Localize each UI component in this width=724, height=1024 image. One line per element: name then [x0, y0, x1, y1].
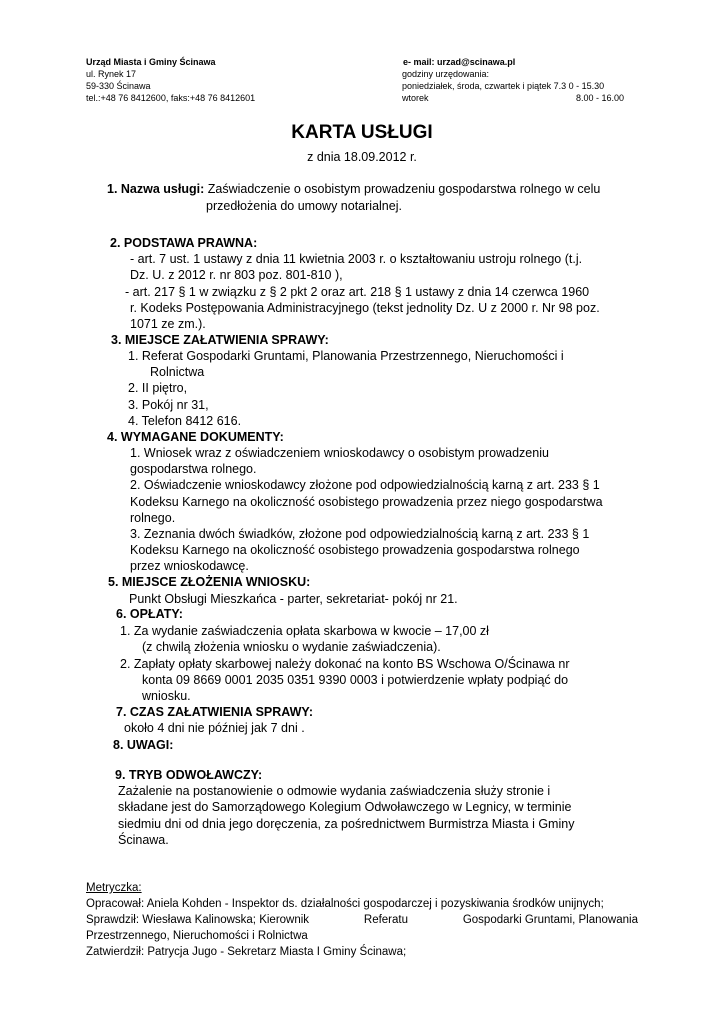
fees-item-2-line-1: 2. Zapłaty opłaty skarbowej należy dokonać na konto BS Wschowa O/Ścinawa nr [120, 657, 570, 671]
documents-item-1-line-2: gospodarstwa rolnego. [130, 462, 257, 476]
office-phone: tel.:+48 76 8412600, faks:+48 76 8412601 [86, 93, 256, 103]
service-name-text-2: przedłożenia do umowy notarialnej. [206, 199, 402, 213]
documents-item-3-line-3: przez wnioskodawcę. [130, 559, 249, 573]
legal-basis-line-4: r. Kodeks Postępowania Administracyjnego (tekst jednolity Dz. U z 2000 r. Nr 98 poz. [130, 301, 600, 315]
office-contact-block [402, 56, 624, 104]
legal-basis-line-3: - art. 217 § 1 w związku z § 2 pkt 2 oraz art. 218 § 1 ustawy z dnia 14 czerwca 1960 [125, 285, 590, 299]
fees-item-1-line-1: 1. Za wydanie zaświadczenia opłata skarbowa w kwocie – 17,00 zł [120, 624, 489, 638]
legal-basis-line-1: - art. 7 ust. 1 ustawy z dnia 11 kwietnia 2003 r. o kształtowaniu ustroju rolnego (t.j. [130, 252, 583, 266]
metadata-checked-part-1: Sprawdził: Wiesława Kalinowska; Kierownik [86, 914, 310, 926]
service-name-text-1: Zaświadczenie o osobistym prowadzeniu gospodarstwa rolnego w celu [207, 182, 601, 196]
fees-item-2-line-3: wniosku. [142, 689, 191, 703]
documents-item-2-line-1: 2. Oświadczenie wnioskodawcy złożone pod odpowiedzialnością karną z art. 233 § 1 [130, 478, 600, 492]
fees-item-1-line-2: (z chwilą złożenia wniosku o wydanie zaświadczenia). [142, 640, 441, 654]
office-postal: 59-330 Ścinawa [86, 81, 151, 91]
metadata-checked-line-2: Przestrzennego, Nieruchomości i Rolnictwa [86, 930, 308, 942]
office-email: e- mail: urzad@scinawa.pl [403, 57, 516, 67]
office-name: Urząd Miasta i Gminy Ścinawa [86, 57, 216, 67]
documents-item-3-line-2: Kodeksu Karnego na okoliczność osobistego prowadzenia gospodarstwa rolnego [130, 543, 580, 557]
metadata-checked-line-1 [86, 912, 638, 928]
documents-item-2-line-3: rolnego. [130, 511, 176, 525]
metadata-approved: Zatwierdził: Patrycja Jugo - Sekretarz Miasta I Gminy Ścinawa; [86, 946, 407, 958]
section-8-heading: 8. UWAGI: [113, 738, 174, 752]
metadata-checked-part-3: Gospodarki Gruntami, Planowania [462, 914, 638, 926]
document-date: z dnia 18.09.2012 r. [307, 150, 417, 164]
section-3-heading: 3. MIEJSCE ZAŁATWIENIA SPRAWY: [111, 333, 329, 347]
document-metadata [86, 880, 638, 960]
office-hours-label: godziny urzędowania: [402, 69, 490, 79]
section-5-heading: 5. MIEJSCE ZŁOŻENIA WNIOSKU: [108, 575, 311, 589]
appeal-line-2: składane jest do Samorządowego Kolegium Odwoławczego w Legnicy, w terminie [118, 800, 572, 814]
handling-place-item-1-cont: Rolnictwa [150, 365, 205, 379]
appeal-line-4: Ścinawa. [118, 833, 169, 847]
metadata-checked-part-2: Referatu [363, 914, 408, 926]
metadata-label: Metryczka: [86, 882, 142, 894]
legal-basis-line-2: Dz. U. z 2012 r. nr 803 poz. 801-810 ), [130, 268, 343, 282]
handling-place-item-2: 2. II piętro, [128, 381, 188, 395]
appeal-line-1: Zażalenie na postanowienie o odmowie wydania zaświadczenia służy stronie i [118, 784, 551, 798]
office-hours-tuesday [402, 92, 624, 104]
documents-item-2-line-2: Kodeksu Karnego na okoliczność osobistego prowadzenia przez niego gospodarstwa [130, 495, 603, 509]
section-1-heading: 1. Nazwa usługi: [107, 182, 205, 196]
legal-basis-line-5: 1071 ze zm.). [130, 317, 206, 331]
documents-item-1-line-1: 1. Wniosek wraz z oświadczeniem wnioskodawcy o osobistym prowadzeniu [130, 446, 549, 460]
metadata-prepared: Opracował: Aniela Kohden - Inspektor ds. działalności gospodarczej i pozyskiwania środków unijnych; [86, 898, 604, 910]
section-4-heading: 4. WYMAGANE DOKUMENTY: [107, 430, 284, 444]
handling-place-item-1: 1. Referat Gospodarki Gruntami, Planowania Przestrzennego, Nieruchomości i [128, 349, 564, 363]
section-7-heading: 7. CZAS ZAŁATWIENIA SPRAWY: [116, 705, 313, 719]
section-2-heading: 2. PODSTAWA PRAWNA: [110, 236, 258, 250]
handling-place-item-3: 3. Pokój nr 31, [128, 398, 209, 412]
office-street: ul. Rynek 17 [86, 69, 137, 79]
tuesday-hours: 8.00 - 16.00 [575, 93, 624, 103]
tuesday-label: wtorek [402, 93, 429, 103]
service-name-line-1 [107, 181, 600, 198]
section-6-heading: 6. OPŁATY: [116, 607, 183, 621]
office-address-block [86, 56, 255, 104]
office-hours-days: poniedziałek, środa, czwartek i piątek 7.3 0 - 15.30 [402, 81, 605, 91]
documents-item-3-line-1: 3. Zeznania dwóch świadków, złożone pod odpowiedzialnością karną z art. 233 § 1 [130, 527, 590, 541]
fees-item-2-line-2: konta 09 8669 0001 2035 0351 9390 0003 i potwierdzenie wpłaty podpiąć do [142, 673, 569, 687]
page-title: KARTA USŁUGI [291, 122, 433, 143]
section-9-heading: 9. TRYB ODWOŁAWCZY: [115, 768, 263, 782]
appeal-line-3: siedmiu dni od dnia jego doręczenia, za pośrednictwem Burmistrza Miasta i Gminy [118, 817, 575, 831]
submission-place-text: Punkt Obsługi Mieszkańca - parter, sekretariat- pokój nr 21. [129, 592, 458, 606]
handling-place-item-4: 4. Telefon 8412 616. [128, 414, 242, 428]
handling-time-text: około 4 dni nie później jak 7 dni . [124, 721, 305, 735]
